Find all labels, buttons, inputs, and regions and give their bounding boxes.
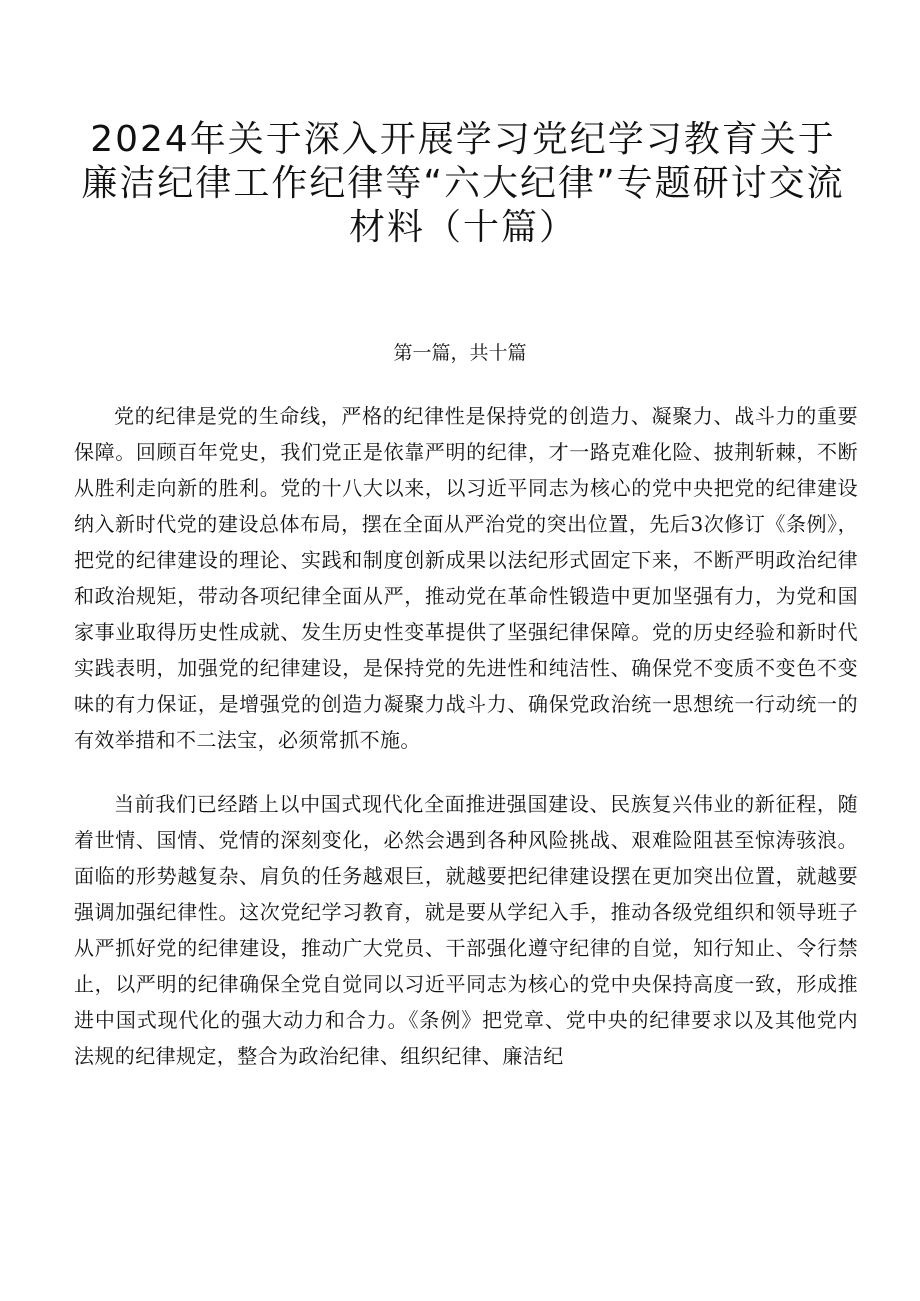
paragraph-2: 当前我们已经踏上以中国式现代化全面推进强国建设、民族复兴伟业的新征程，随着世情、国情、党情的深刻变化，必然会遇到各种风险挑战、艰难险阻甚至惊涛骇浪。面临的形势越复杂、肩负的任务越艰巨，就越要把纪律建设摆在更加突出位置，就越要强调加强纪律性。这次党纪学习教育，就是要从学纪入手，推动各级党组织和领导班子从严抓好党的纪律建设，推动广大党员、干部强化遵守纪律的自觉，知行知止、令行禁止，以严明的纪律确保全党自觉同以习近平同志为核心的党中央保持高度一致，形成推进中国式现代化的强大动力和合力。《条例》把党章、党中央的纪律要求以及其他党内法规的纪律规定，整合为政治纪律、组织纪律、廉洁纪 bbox=[74, 792, 858, 1068]
document-subtitle: 第一篇，共十篇 bbox=[393, 342, 527, 364]
paragraph-1: 党的纪律是党的生命线，严格的纪律性是保持党的创造力、凝聚力、战斗力的重要保障。回顾百年党史，我们党正是依靠严明的纪律，才一路克难化险、披荆斩棘，不断从胜利走向新的胜利。党的十八大以来，以习近平同志为核心的党中央把党的纪律建设纳入新时代党的建设总体布局，摆在全面从严治党的突出位置，先后3次修订《条例》，把党的纪律建设的理论、实践和制度创新成果以法纪形式固定下来，不断严明政治纪律和政治规矩，带动各项纪律全面从严，推动党在革命性锻造中更加坚强有力，为党和国家事业取得历史性成就、发生历史性变革提供了坚强纪律保障。党的历史经验和新时代实践表明，加强党的纪律建设，是保持党的先进性和纯洁性、确保党不变质不变色不变味的有力保证，是增强党的创造力凝聚力战斗力、确保党政治统一思想统一行动统一的有效举措和不二法宝，必须常抓不施。 bbox=[74, 404, 858, 752]
document-title: 2024年关于深入开展学习党纪学习教育关于廉洁纪律工作纪律等“六大纪律”专题研讨交流材料（十篇） bbox=[81, 119, 845, 248]
document-body bbox=[74, 398, 858, 1102]
